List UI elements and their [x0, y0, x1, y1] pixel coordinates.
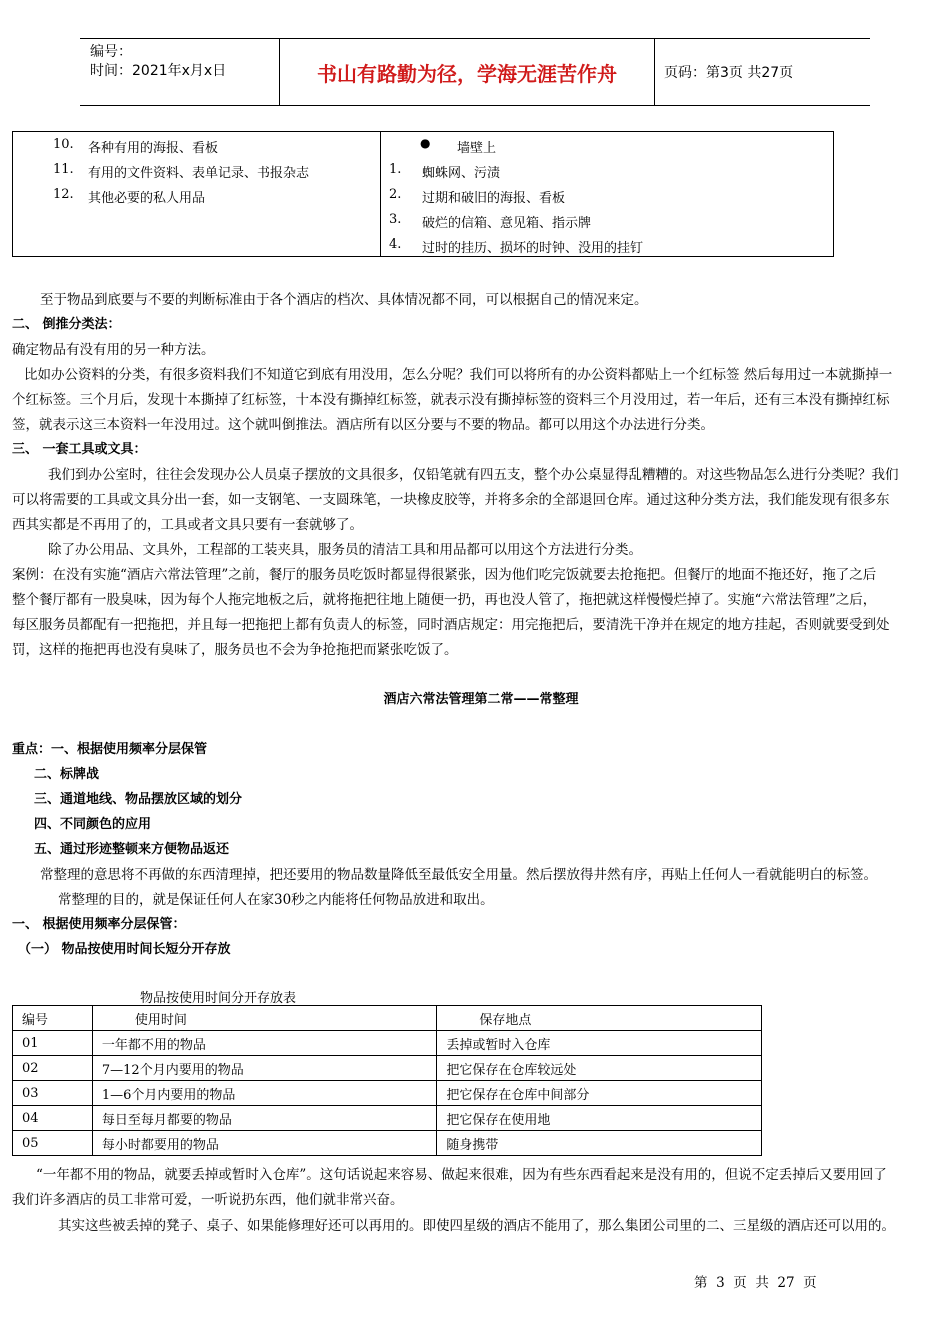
cell: 每日至每月都要的物品 — [92, 1106, 437, 1131]
cell: 02 — [13, 1056, 93, 1081]
cell: 随身携带 — [437, 1131, 762, 1156]
table-row — [13, 1031, 762, 1056]
paragraph-line: 案例：在没有实施“酒店六常法管理”之前，餐厅的服务员吃饭时都显得很紧张，因为他们吃完饭就要去抢拖把。但餐厅的地面不拖还好，拖了之后 — [12, 567, 877, 583]
key-point: 四、不同颜色的应用 — [34, 817, 152, 832]
right-item-text: 蜘蛛网、污渍 — [422, 166, 501, 181]
paragraph-line: 每区服务员都配有一把拖把，并且每一把拖把上都有负责人的标签，同时酒店规定：用完拖把后，要清洗干净并在规定的地方挂起，否则就要受到处 — [12, 617, 890, 633]
storage-table — [12, 1005, 762, 1156]
right-item-num: 3. — [389, 212, 402, 227]
cell: 01 — [13, 1031, 93, 1056]
section-title: 酒店六常法管理第二常——常整理 — [383, 692, 579, 707]
table-divider — [380, 132, 381, 256]
table-caption: 物品按使用时间分开存放表 — [140, 991, 297, 1006]
cell: 7—12个月内要用的物品 — [92, 1056, 437, 1081]
right-item-text: 破烂的信箱、意见箱、指示牌 — [422, 216, 592, 231]
left-item-text: 各种有用的海报、看板 — [88, 141, 219, 156]
section-heading: 三、 一套工具或文具： — [12, 442, 147, 457]
header-cell: 保存地点 — [437, 1006, 762, 1031]
header-page-label: 页码：第3页 共27页 — [664, 65, 794, 81]
left-item-num: 12. — [53, 187, 74, 202]
paragraph-line: “一年都不用的物品，就要丢掉或暂时入仓库”。这句话说起来容易、做起来很难，因为有些东西看起来是没有用的，但说不定丢掉后又要用回了 — [36, 1167, 887, 1183]
paragraph-line: 常整理的意思将不再做的东西清理掉，把还要用的物品数量降低至最低安全用量。然后摆放得井然有序，再贴上任何人一看就能明白的标签。 — [40, 867, 877, 883]
cell: 每小时都要用的物品 — [92, 1131, 437, 1156]
table-row — [13, 1131, 762, 1156]
paragraph-line: 至于物品到底要与不要的判断标准由于各个酒店的档次、具体情况都不同，可以根据自己的情况来定。 — [40, 292, 648, 308]
paragraph-line: 可以将需要的工具或文具分出一套，如一支钢笔、一支圆珠笔，一块橡皮胶等，并将多余的全部退回仓库。通过这种分类方法，我们能发现有很多东 — [12, 492, 890, 508]
page-footer: 第 3 页 共 27 页 — [694, 1275, 817, 1291]
paragraph-line: 常整理的目的，就是保证任何人在家30秒之内能将任何物品放进和取出。 — [58, 892, 494, 908]
cell: 把它保存在使用地 — [437, 1106, 762, 1131]
bullet-icon: ● — [420, 136, 431, 150]
cell: 03 — [13, 1081, 93, 1106]
section-heading: 二、 倒推分类法： — [12, 317, 121, 332]
key-point: 三、通道地线、物品摆放区域的划分 — [34, 792, 243, 807]
right-item-num: 4. — [389, 237, 402, 252]
paragraph-line: 罚，这样的拖把再也没有臭味了，服务员也不会为争抢拖把而紧张吃饭了。 — [12, 642, 458, 658]
key-point: 五、通过形迹整顿来方便物品返还 — [34, 842, 230, 857]
header-meta — [80, 39, 280, 105]
header-motto: 书山有路勤为径，学海无涯苦作舟 — [280, 39, 655, 105]
section-heading: 一、 根据使用频率分层保管： — [12, 917, 186, 932]
paragraph-line: 比如办公资料的分类，有很多资料我们不知道它到底有用没用，怎么分呢？我们可以将所有的办公资料都贴上一个红标签 然后每用过一本就撕掉一 — [24, 367, 893, 383]
paragraph-line: 签，就表示这三本资料一年没用过。这个就叫倒推法。酒店所有以区分要与不要的物品。都可以用这个办法进行分类。 — [12, 417, 714, 433]
paragraph-line: 我们许多酒店的员工非常可爱，一听说扔东西，他们就非常兴奋。 — [12, 1192, 404, 1208]
cell: 把它保存在仓库较远处 — [437, 1056, 762, 1081]
header-cell: 编号 — [13, 1006, 93, 1031]
paragraph-line: 除了办公用品、文具外，工程部的工装夹具，服务员的清洁工具和用品都可以用这个方法进行分类。 — [48, 542, 642, 558]
cell: 丢掉或暂时入仓库 — [437, 1031, 762, 1056]
key-point: 重点：一、根据使用频率分层保管 — [12, 742, 208, 757]
cell: 一年都不用的物品 — [92, 1031, 437, 1056]
paragraph-line: 我们到办公室时，往往会发现办公人员桌子摆放的文具很多，仅铅笔就有四五支，整个办公桌显得乱糟糟的。对这些物品怎么进行分类呢？我们 — [48, 467, 899, 483]
table-header-row — [13, 1006, 762, 1031]
items-table — [12, 131, 834, 257]
subsection-heading: （一） 物品按使用时间长短分开存放 — [18, 942, 231, 957]
cell: 04 — [13, 1106, 93, 1131]
table-row — [13, 1081, 762, 1106]
paragraph-line: 整个餐厅都有一股臭味，因为每个人拖完地板之后，就将拖把往地上随便一扔，再也没人管了，拖把就这样慢慢烂掉了。实施“六常法管理”之后， — [12, 592, 877, 608]
paragraph-line: 其实这些被丢掉的凳子、桌子、如果能修理好还可以再用的。即使四星级的酒店不能用了，那么集团公司里的二、三星级的酒店还可以用的。 — [58, 1218, 895, 1234]
key-point: 二、标牌战 — [34, 767, 100, 782]
table-row — [13, 1056, 762, 1081]
page-header — [80, 38, 870, 106]
header-cell: 使用时间 — [92, 1006, 437, 1031]
left-item-text: 其他必要的私人用品 — [88, 191, 206, 206]
cell: 把它保存在仓库中间部分 — [437, 1081, 762, 1106]
right-item-text: 过期和破旧的海报、看板 — [422, 191, 566, 206]
left-item-num: 11. — [53, 162, 74, 177]
right-item-num: 2. — [389, 187, 402, 202]
left-item-text: 有用的文件资料、表单记录、书报杂志 — [88, 166, 310, 181]
paragraph-line: 西其实都是不再用了的，工具或者文具只要有一套就够了。 — [12, 517, 363, 533]
table-row — [13, 1106, 762, 1131]
right-heading: 墙壁上 — [457, 141, 497, 156]
time-label: 时间：2021年x月x日 — [90, 63, 227, 79]
cell: 05 — [13, 1131, 93, 1156]
paragraph-line: 确定物品有没有用的另一种方法。 — [12, 342, 215, 358]
serial-label: 编号： — [90, 44, 132, 60]
right-item-text: 过时的挂历、损坏的时钟、没用的挂钉 — [422, 241, 644, 256]
paragraph-line: 个红标签。三个月后，发现十本撕掉了红标签，十本没有撕掉红标签，就表示没有撕掉标签的资料三个月没用过，若一年后，还有三本没有撕掉红标 — [12, 392, 890, 408]
left-item-num: 10. — [53, 137, 74, 152]
cell: 1—6个月内要用的物品 — [92, 1081, 437, 1106]
right-item-num: 1. — [389, 162, 402, 177]
